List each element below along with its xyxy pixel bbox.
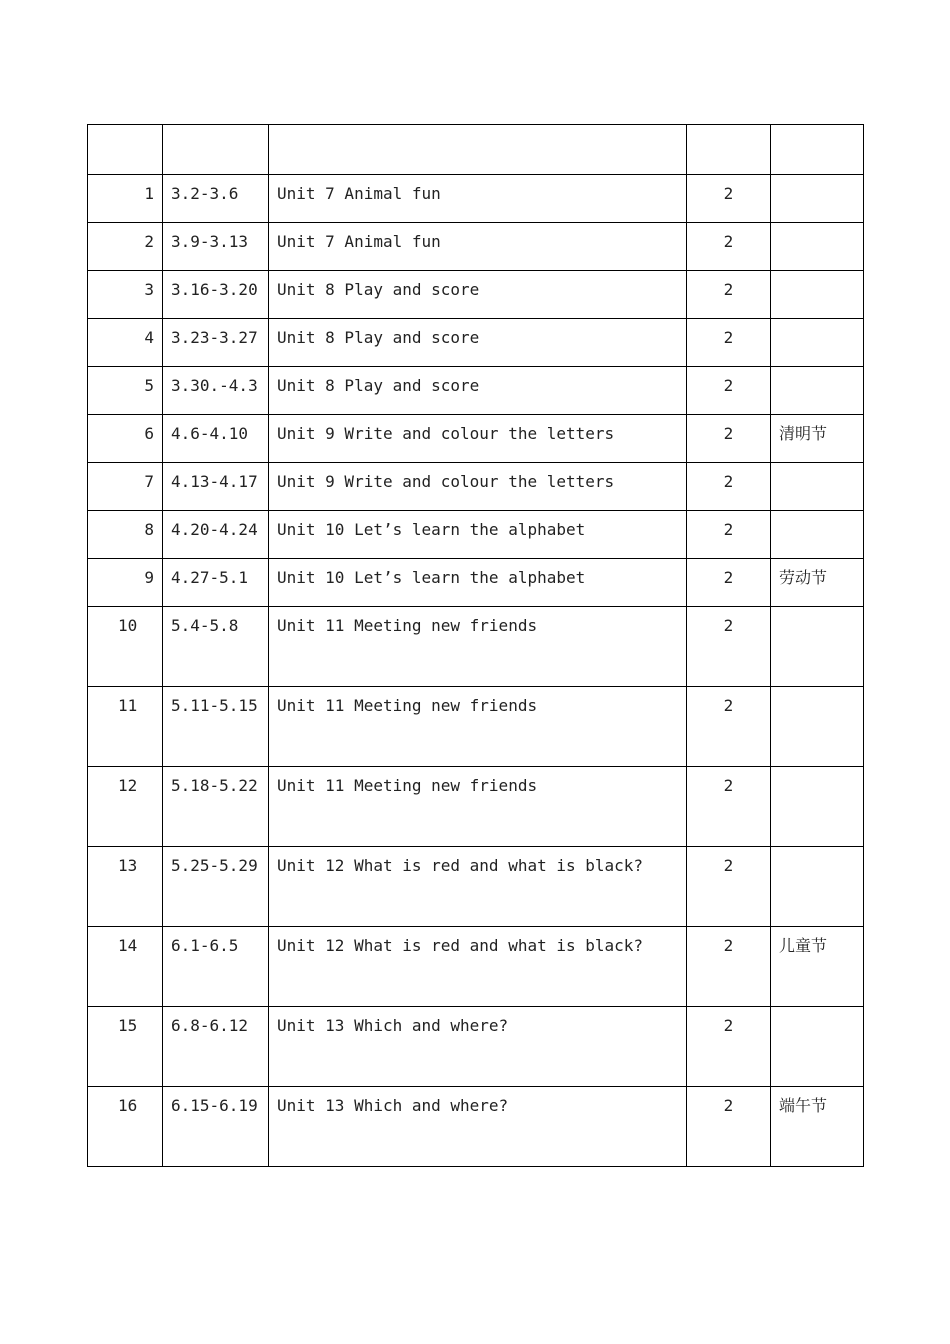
schedule-table: [87, 124, 864, 1167]
week-number-cell: 14: [88, 927, 163, 1007]
unit-content-cell: Unit 9 Write and colour the letters: [269, 415, 687, 463]
week-number-cell: 10: [88, 607, 163, 687]
date-range-cell: 6.1-6.5: [163, 927, 269, 1007]
hours-cell: 2: [687, 767, 771, 847]
week-number-cell: 8: [88, 511, 163, 559]
header-cell-dates: [163, 125, 269, 175]
note-cell: 劳动节: [771, 559, 864, 607]
week-number-cell: 12: [88, 767, 163, 847]
table-row: [88, 319, 864, 367]
date-range-cell: 6.8-6.12: [163, 1007, 269, 1087]
unit-content-cell: Unit 10 Let’s learn the alphabet: [269, 511, 687, 559]
note-cell: [771, 463, 864, 511]
hours-cell: 2: [687, 559, 771, 607]
unit-content-cell: Unit 13 Which and where?: [269, 1087, 687, 1167]
hours-cell: 2: [687, 687, 771, 767]
table-row: [88, 1007, 864, 1087]
unit-content-cell: Unit 12 What is red and what is black?: [269, 847, 687, 927]
unit-content-cell: Unit 12 What is red and what is black?: [269, 927, 687, 1007]
note-cell: [771, 847, 864, 927]
table-row: [88, 767, 864, 847]
hours-cell: 2: [687, 367, 771, 415]
date-range-cell: 4.13-4.17: [163, 463, 269, 511]
header-cell-note: [771, 125, 864, 175]
hours-cell: 2: [687, 271, 771, 319]
date-range-cell: 5.25-5.29: [163, 847, 269, 927]
week-number-cell: 1: [88, 175, 163, 223]
table-row: [88, 175, 864, 223]
table-row: [88, 687, 864, 767]
week-number-cell: 15: [88, 1007, 163, 1087]
date-range-cell: 5.18-5.22: [163, 767, 269, 847]
table-row: [88, 607, 864, 687]
note-cell: 清明节: [771, 415, 864, 463]
unit-content-cell: Unit 11 Meeting new friends: [269, 607, 687, 687]
week-number-cell: 16: [88, 1087, 163, 1167]
hours-cell: 2: [687, 319, 771, 367]
week-number-cell: 5: [88, 367, 163, 415]
table-row: [88, 559, 864, 607]
hours-cell: 2: [687, 1007, 771, 1087]
table-row: [88, 927, 864, 1007]
table-row: [88, 1087, 864, 1167]
table-row: [88, 511, 864, 559]
week-number-cell: 9: [88, 559, 163, 607]
note-cell: 端午节: [771, 1087, 864, 1167]
unit-content-cell: Unit 10 Let’s learn the alphabet: [269, 559, 687, 607]
note-cell: [771, 319, 864, 367]
hours-cell: 2: [687, 847, 771, 927]
week-number-cell: 4: [88, 319, 163, 367]
hours-cell: 2: [687, 223, 771, 271]
hours-cell: 2: [687, 511, 771, 559]
week-number-cell: 6: [88, 415, 163, 463]
week-number-cell: 3: [88, 271, 163, 319]
unit-content-cell: Unit 13 Which and where?: [269, 1007, 687, 1087]
note-cell: [771, 367, 864, 415]
date-range-cell: 3.9-3.13: [163, 223, 269, 271]
date-range-cell: 3.2-3.6: [163, 175, 269, 223]
unit-content-cell: Unit 9 Write and colour the letters: [269, 463, 687, 511]
hours-cell: 2: [687, 463, 771, 511]
date-range-cell: 4.20-4.24: [163, 511, 269, 559]
week-number-cell: 11: [88, 687, 163, 767]
hours-cell: 2: [687, 607, 771, 687]
unit-content-cell: Unit 8 Play and score: [269, 271, 687, 319]
header-cell-week: [88, 125, 163, 175]
note-cell: [771, 511, 864, 559]
table-row: [88, 367, 864, 415]
week-number-cell: 7: [88, 463, 163, 511]
unit-content-cell: Unit 11 Meeting new friends: [269, 687, 687, 767]
note-cell: [771, 1007, 864, 1087]
schedule-body: [88, 125, 864, 1167]
unit-content-cell: Unit 11 Meeting new friends: [269, 767, 687, 847]
hours-cell: 2: [687, 415, 771, 463]
note-cell: [771, 607, 864, 687]
date-range-cell: 6.15-6.19: [163, 1087, 269, 1167]
date-range-cell: 3.16-3.20: [163, 271, 269, 319]
date-range-cell: 3.30.-4.3: [163, 367, 269, 415]
note-cell: [771, 767, 864, 847]
hours-cell: 2: [687, 175, 771, 223]
hours-cell: 2: [687, 1087, 771, 1167]
date-range-cell: 4.6-4.10: [163, 415, 269, 463]
week-number-cell: 13: [88, 847, 163, 927]
date-range-cell: 5.11-5.15: [163, 687, 269, 767]
table-row: [88, 271, 864, 319]
header-row: [88, 125, 864, 175]
header-cell-content: [269, 125, 687, 175]
date-range-cell: 4.27-5.1: [163, 559, 269, 607]
note-cell: [771, 271, 864, 319]
note-cell: 儿童节: [771, 927, 864, 1007]
table-row: [88, 463, 864, 511]
note-cell: [771, 223, 864, 271]
table-row: [88, 847, 864, 927]
unit-content-cell: Unit 7 Animal fun: [269, 175, 687, 223]
note-cell: [771, 175, 864, 223]
hours-cell: 2: [687, 927, 771, 1007]
date-range-cell: 5.4-5.8: [163, 607, 269, 687]
week-number-cell: 2: [88, 223, 163, 271]
note-cell: [771, 687, 864, 767]
unit-content-cell: Unit 7 Animal fun: [269, 223, 687, 271]
table-row: [88, 223, 864, 271]
date-range-cell: 3.23-3.27: [163, 319, 269, 367]
header-cell-hours: [687, 125, 771, 175]
unit-content-cell: Unit 8 Play and score: [269, 319, 687, 367]
unit-content-cell: Unit 8 Play and score: [269, 367, 687, 415]
table-row: [88, 415, 864, 463]
